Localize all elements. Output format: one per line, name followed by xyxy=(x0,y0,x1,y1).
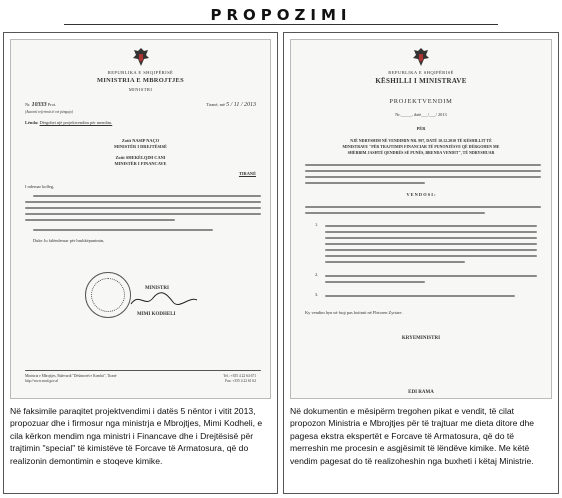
body-line xyxy=(325,255,537,257)
body-line xyxy=(305,212,485,214)
left-caption: Në faksimile paraqitet projektvendimi i datës 5 nëntor i vitit 2013, propozuar dhe i firmosur nga ministrja e Mbrojtjes, Mimi Kodheli, e cila kërkon mendim nga ministri i Financave dhe i Drejtësisë për trajtimin "special" të kimistëve të Forcave të Armatosura, që do realizonin demontimin e stoqeve kimike. xyxy=(10,406,263,466)
city: TIRANË xyxy=(238,171,256,176)
left-ministri: MINISTRI xyxy=(128,87,153,92)
footer-fax: Fax: +355 4 22 61 62 xyxy=(225,378,256,383)
body-line xyxy=(305,176,541,178)
place-date: Tiranë, më xyxy=(206,102,225,107)
left-nr-row xyxy=(25,102,56,108)
right-per: PËR xyxy=(416,126,426,131)
right-document-facsimile xyxy=(290,39,552,399)
body-line xyxy=(325,249,537,251)
body-line xyxy=(25,219,175,221)
footer-right xyxy=(223,374,256,383)
date-value: 5 / 11 / 2013 xyxy=(226,102,256,108)
lenda-text: Dërgohet një projektvendim për mendim. xyxy=(39,120,113,125)
nr-label: Nr. xyxy=(25,102,31,107)
left-document-facsimile xyxy=(10,39,271,399)
body-line xyxy=(305,164,541,166)
body-line xyxy=(325,295,515,297)
left-republic: REPUBLIKA E SHQIPËRISË xyxy=(107,70,174,75)
item-2-number: 2. xyxy=(315,272,319,277)
sign-role: MINISTRI xyxy=(145,286,169,291)
recipient2-title: MINISTËR I FINANCAVE xyxy=(114,161,167,166)
item-3-number: 3. xyxy=(315,292,319,297)
body-line xyxy=(305,206,541,208)
page-header xyxy=(0,0,562,30)
body-line xyxy=(325,275,537,277)
body-line xyxy=(33,229,213,231)
recipient2-name: Zotit SHEKËLQIM CANI xyxy=(115,155,166,160)
right-caption: Në dokumentin e mësipërm tregohen pikat e vendit, të cilat propozon Ministria e Mbrojtjes për të trajtuar me dieta ditore dhe pagesa ekstra ekspertët e Forcave të Armatosura, që do të merreshin me procesin e asgjësimit të lëndëve kimike. Me këtë vendim pagesat do të realizoheshin nga buxheti i këtaj Ministrie. xyxy=(290,406,535,466)
final-line: Ky vendim hyn në fuqi pas botimit në Fletoren Zyrtare. xyxy=(305,310,403,315)
lenda-row xyxy=(25,120,112,126)
body-line xyxy=(325,231,537,233)
right-project: PROJEKTVENDIM xyxy=(389,98,453,105)
signer-name: EDI RAMA xyxy=(408,390,434,395)
sign-name: MIMI KODHELI xyxy=(137,312,176,317)
body-line xyxy=(325,237,537,239)
title-line-2: MINISTRAVE "PËR TRAJTIMIN FINANCIAR TË PUNONJËSVE QË DËRGOHEN ME xyxy=(342,144,500,149)
left-date-row xyxy=(206,102,256,108)
body-line xyxy=(325,243,537,245)
title-line-3: SHËRBIM JASHTË QENDRËS SË PUNËS, BRENDA VENDIT", TË NDRYSHUAR xyxy=(347,150,495,155)
lenda-label: Lënda: xyxy=(25,120,39,125)
signer-role: KRYEMINISTRI xyxy=(401,336,441,341)
right-republic: REPUBLIKA E SHQIPËRISË xyxy=(388,70,454,75)
eagle-emblem-icon xyxy=(131,46,151,68)
vendosi: V E N D O S I : xyxy=(406,192,436,197)
footer-rule xyxy=(25,370,261,371)
item-1-number: 1. xyxy=(315,222,319,227)
footer-address: Ministria e Mbrojtjes, Bulevardi "Dëshmorët e Kombit", Tiranë xyxy=(25,374,117,378)
body-line xyxy=(33,195,261,197)
recipient1-name: Zotit NASIP NAÇO xyxy=(121,138,160,143)
body-line xyxy=(25,201,261,203)
body-line xyxy=(305,170,541,172)
body-line xyxy=(305,182,425,184)
prot-label: Prot. xyxy=(47,102,57,107)
footer-web: http://www.mod.gov.al xyxy=(25,378,58,383)
eagle-emblem-icon xyxy=(411,46,431,68)
right-council: KËSHILLI I MINISTRAVE xyxy=(375,77,467,85)
recipient1-title: MINISTËR I DREJTËSISË xyxy=(114,144,167,149)
footer-left xyxy=(25,374,116,383)
body-line xyxy=(325,225,537,227)
closing: Duke Ju falënderuar për bashkëpunimin, xyxy=(33,238,105,243)
greeting: I nderuar kolleg, xyxy=(25,184,55,189)
signature-icon xyxy=(129,290,199,310)
body-line xyxy=(325,281,425,283)
left-ministry: MINISTRIA E MBROJTJES xyxy=(97,77,184,84)
header-rule xyxy=(64,24,498,25)
footer-tel: Tel.: +355 4 22 64 671 xyxy=(223,374,256,378)
right-nr-date: Nr._____, datë___/___/ 2013 xyxy=(395,112,447,117)
left-panel xyxy=(3,32,278,494)
right-panel xyxy=(283,32,559,494)
page-title: PROPOZIMI xyxy=(210,6,352,24)
nr-value: 10333 xyxy=(31,102,47,108)
prot-sub: (Autoriti referimit të vet pëngujo) xyxy=(25,110,73,114)
stamp-inner-ring xyxy=(91,278,125,312)
body-line xyxy=(325,261,465,263)
title-line-1: NJË NDRYSHIM NË VENDIMIN NR. 997, DATË 10.12.2010 TË KËSHILLIT TË xyxy=(350,138,492,143)
body-line xyxy=(25,207,261,209)
body-line xyxy=(25,213,261,215)
